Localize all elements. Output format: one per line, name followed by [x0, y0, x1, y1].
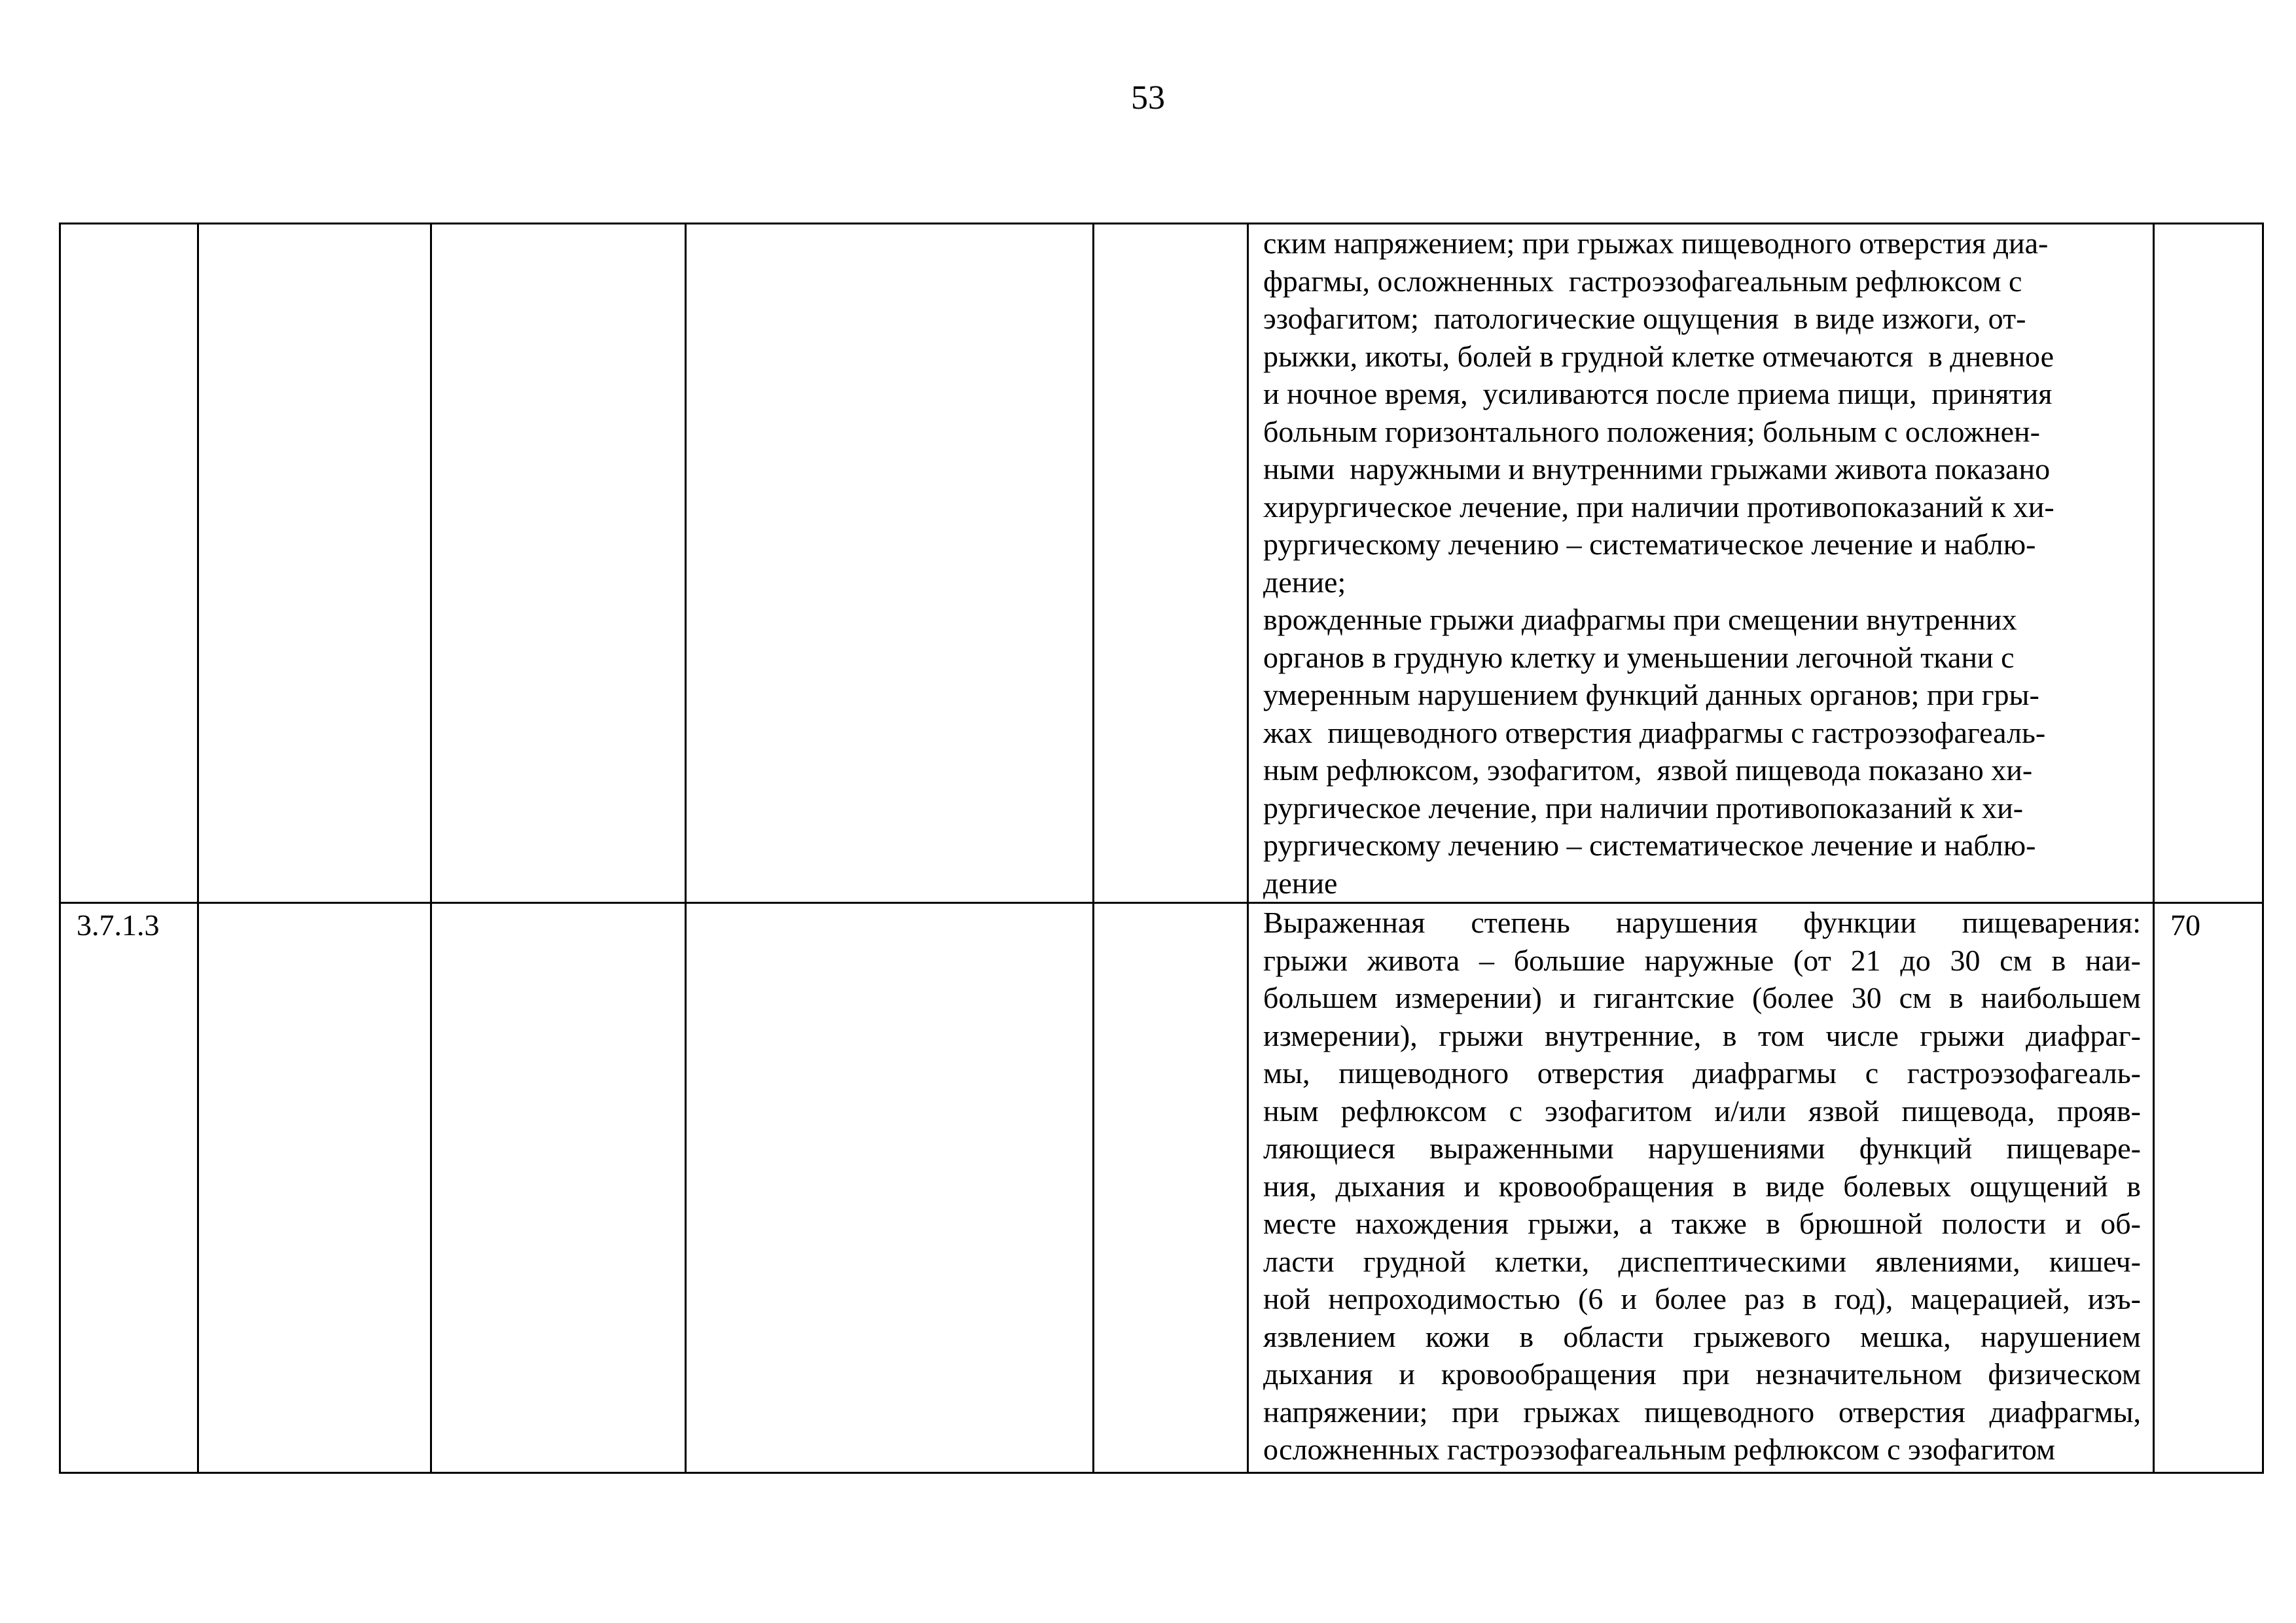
description-line: рургическое лечение, при наличии противопоказаний к хи-	[1263, 791, 2024, 825]
row-description	[1249, 224, 2153, 902]
description-line: жах пищеводного отверстия диафрагмы с гастроэзофагеаль-	[1263, 715, 2046, 749]
description-line: грыжи живота – большие наружные (от 21 до 30 см в наи-	[1263, 943, 2141, 977]
description-line: ляющиеся выраженными нарушениями функций пищеваре-	[1263, 1132, 2141, 1165]
description-cell	[1248, 224, 2154, 903]
empty-cell	[1094, 224, 1248, 903]
empty-cell	[686, 224, 1094, 903]
description-line: рыжки, икоты, болей в грудной клетке отмечаются в дневное	[1263, 339, 2054, 373]
description-cell	[1248, 903, 2154, 1473]
percent-cell	[2154, 224, 2263, 903]
description-line: большем измерении) и гигантские (более 30 см в наибольшем	[1263, 981, 2141, 1014]
description-line: рургическому лечению – систематическое лечение и наблю-	[1263, 527, 2036, 561]
row-percent	[2155, 224, 2262, 255]
description-line: измерении), грыжи внутренние, в том числе грыжи диафраг-	[1263, 1018, 2141, 1052]
description-line: и ночное время, усиливаются после приема пищи, принятия	[1263, 377, 2053, 410]
description-line: Выраженная степень нарушения функции пищеварения:	[1263, 906, 2141, 939]
empty-cell	[431, 224, 686, 903]
description-line: мы, пищеводного отверстия диафрагмы с гастроэзофагеаль-	[1263, 1056, 2141, 1090]
description-line: ными наружными и внутренними грыжами живота показано	[1263, 452, 2051, 486]
description-line: ния, дыхания и кровообращения в виде болевых ощущений в	[1263, 1169, 2141, 1203]
description-line: ным рефлюксом с эзофагитом и/или язвой пищевода, прояв-	[1263, 1094, 2141, 1128]
empty-cell	[1094, 903, 1248, 1473]
description-line: напряжении; при грыжах пищеводного отверстия диафрагмы,	[1263, 1395, 2141, 1429]
description-line: ласти грудной клетки, диспептическими явлениями, кишеч-	[1263, 1244, 2141, 1278]
description-line: ным рефлюксом, эзофагитом, язвой пищевода показано хи-	[1263, 753, 2033, 787]
description-line: дыхания и кровообращения при незначительном физическом	[1263, 1357, 2141, 1391]
description-line: рургическому лечению – систематическое лечение и наблю-	[1263, 829, 2036, 862]
description-line: органов в грудную клетку и уменьшении легочной ткани с	[1263, 640, 2015, 674]
table-row	[60, 224, 2263, 903]
empty-cell	[198, 224, 431, 903]
description-line: осложненных гастроэзофагеальным рефлюксом с эзофагитом	[1263, 1433, 2056, 1466]
description-line: эзофагитом; патологические ощущения в виде изжоги, от-	[1263, 302, 2026, 335]
empty-cell	[198, 903, 431, 1473]
criteria-table	[59, 223, 2264, 1474]
description-line: дение	[1263, 866, 1338, 900]
page-number: 53	[1131, 79, 1165, 116]
description-line: ским напряжением; при грыжах пищеводного отверстия диа-	[1263, 226, 2049, 260]
row-description	[1249, 904, 2153, 1469]
description-line: врожденные грыжи диафрагмы при смещении внутренних	[1263, 603, 2017, 636]
code-cell	[60, 224, 198, 903]
description-line: больным горизонтального положения; больным с осложнен-	[1263, 414, 2040, 448]
empty-cell	[431, 903, 686, 1473]
description-line: ной непроходимостью (6 и более раз в год), мацерацией, изъ-	[1263, 1282, 2141, 1315]
description-line: умеренным нарушением функций данных органов; при гры-	[1263, 678, 2039, 711]
row-code: 3.7.1.3	[77, 908, 160, 942]
percent-cell	[2154, 903, 2263, 1473]
table-row	[60, 903, 2263, 1473]
description-line: язвлением кожи в области грыжевого мешка, нарушением	[1263, 1319, 2141, 1353]
row-code	[61, 224, 197, 255]
row-percent: 70	[2170, 908, 2200, 942]
description-line: дение;	[1263, 565, 1346, 599]
description-line: месте нахождения грыжи, а также в брюшной полости и об-	[1263, 1207, 2141, 1240]
description-line: хирургическое лечение, при наличии противопоказаний к хи-	[1263, 490, 2054, 524]
empty-cell	[686, 903, 1094, 1473]
description-line: фрагмы, осложненных гастроэзофагеальным рефлюксом с	[1263, 264, 2022, 298]
code-cell	[60, 903, 198, 1473]
